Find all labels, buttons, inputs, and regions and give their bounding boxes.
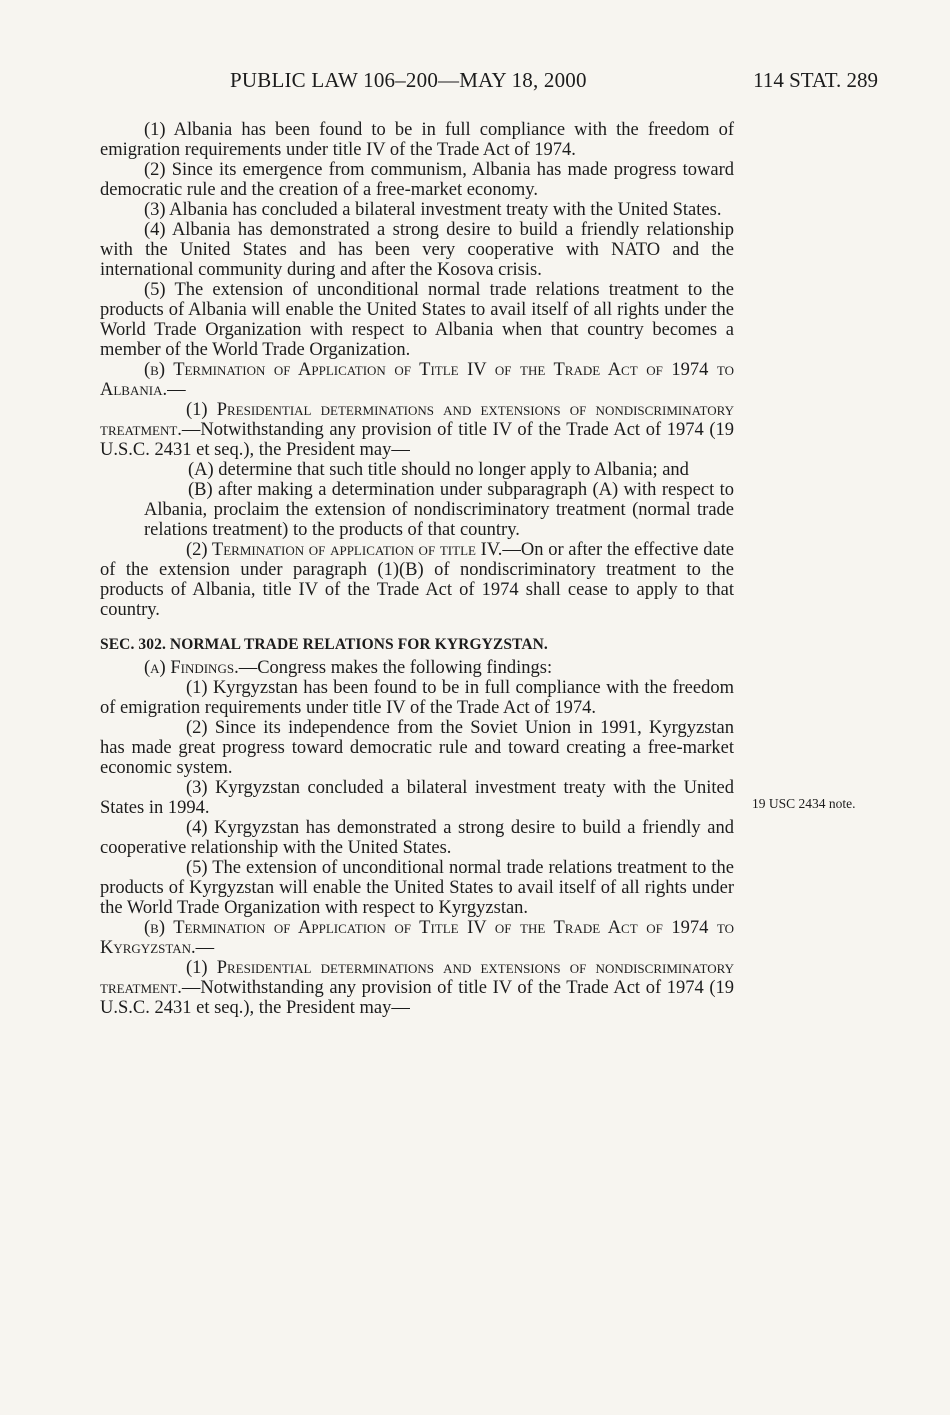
page-header (100, 68, 878, 102)
margin-note: 19 USC 2434 note. (752, 796, 856, 811)
albania-finding-4: (4) Albania has demonstrated a strong desire to build a friendly relationship with the United States and has been very cooperative with NATO and the international community during and after the Kosova crisis. (100, 220, 734, 280)
albania-finding-2: (2) Since its emergence from communism, Albania has made progress toward democratic rule and the creation of a free-market economy. (100, 160, 734, 200)
albania-paragraph-2-heading: (2) Termination of application of title IV. (186, 540, 503, 560)
albania-finding-5: (5) The extension of unconditional normal trade relations treatment to the products of Albania will enable the United States to avail itself of all rights under the World Trade Organization with respect to Albania when that country becomes a member of the World Trade Organization. (100, 280, 734, 360)
kyrgyzstan-subsection-a-text: —Congress makes the following findings: (238, 658, 553, 678)
albania-finding-1: (1) Albania has been found to be in full compliance with the freedom of emigration requirements under title IV of the Trade Act of 1974. (100, 120, 734, 160)
kyrgyzstan-subsection-b-heading: (b) Termination of Application of Title IV of the Trade Act of 1974 to Kyrgyzstan.— (100, 918, 734, 958)
section-302-heading: SEC. 302. NORMAL TRADE RELATIONS FOR KYRGYZSTAN. (100, 636, 548, 653)
kyrgyzstan-paragraph-1-text: —Notwithstanding any provision of title IV of the Trade Act of 1974 (19 U.S.C. 2431 et seq.), the President may— (100, 978, 734, 1018)
document-body (100, 120, 734, 1018)
albania-paragraph-1 (100, 400, 734, 460)
kyrgyzstan-paragraph-1 (100, 958, 734, 1018)
kyrgyzstan-finding-3: (3) Kyrgyzstan concluded a bilateral investment treaty with the United States in 1994. (100, 778, 734, 818)
kyrgyzstan-subsection-a-heading: (a) Findings. (144, 658, 239, 678)
albania-paragraph-2 (100, 540, 734, 620)
kyrgyzstan-finding-2: (2) Since its independence from the Soviet Union in 1991, Kyrgyzstan has made great progress toward democratic rule and toward creating a free-market economic system. (100, 718, 734, 778)
albania-paragraph-2-text: —On or after the effective date of the extension under paragraph (1)(B) of nondiscriminatory treatment to the products of Albania, title IV of the Trade Act of 1974 shall cease to apply to that country. (100, 540, 735, 620)
albania-finding-3: (3) Albania has concluded a bilateral investment treaty with the United States. (144, 200, 722, 220)
albania-subparagraph-a: (A) determine that such title should no longer apply to Albania; and (188, 460, 689, 480)
kyrgyzstan-finding-5: (5) The extension of unconditional normal trade relations treatment to the products of Kyrgyzstan will enable the United States to avail itself of all rights under the World Trade Organization with respect to Kyrgyzstan. (100, 858, 734, 918)
albania-subsection-b-heading: (b) Termination of Application of Title IV of the Trade Act of 1974 to Albania.— (100, 360, 734, 400)
albania-paragraph-1-heading: (1) Presidential determinations and extensions of nondiscriminatory treatment. (100, 400, 734, 440)
albania-paragraph-1-text: —Notwithstanding any provision of title IV of the Trade Act of 1974 (19 U.S.C. 2431 et seq.), the President may— (100, 420, 734, 460)
kyrgyzstan-finding-1: (1) Kyrgyzstan has been found to be in full compliance with the freedom of emigration requirements under title IV of the Trade Act of 1974. (100, 678, 734, 718)
statute-page-number: 114 STAT. 289 (753, 68, 878, 92)
kyrgyzstan-paragraph-1-heading: (1) Presidential determinations and extensions of nondiscriminatory treatment. (100, 958, 734, 998)
header-title: PUBLIC LAW 106–200—MAY 18, 2000 (230, 68, 587, 92)
kyrgyzstan-subsection-a (100, 658, 734, 678)
kyrgyzstan-finding-4: (4) Kyrgyzstan has demonstrated a strong desire to build a friendly and cooperative relationship with the United States. (100, 818, 734, 858)
albania-subparagraph-b: (B) after making a determination under subparagraph (A) with respect to Albania, proclaim the extension of nondiscriminatory treatment (normal trade relations treatment) to the products of that country. (144, 480, 734, 540)
